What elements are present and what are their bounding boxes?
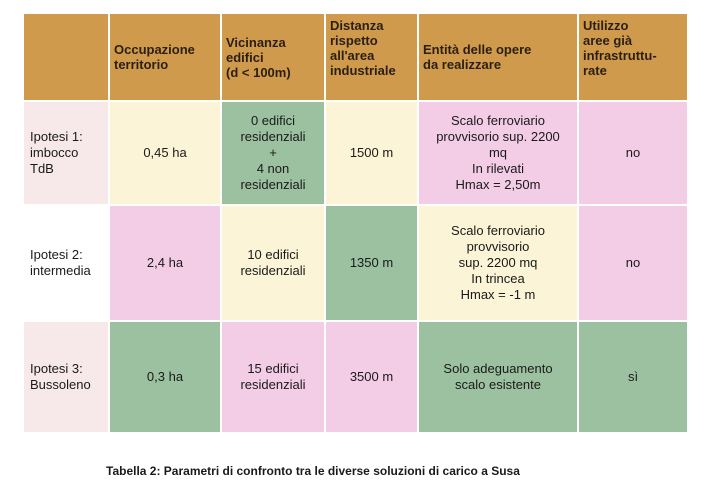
cell-vicinanza: 10 edifici residenziali — [222, 206, 326, 322]
header-vicinanza: Vicinanza edifici (d < 100m) — [222, 14, 326, 102]
table-row — [24, 206, 687, 322]
cell-entita: Scalo ferroviario provvisorio sup. 2200 mq In trincea Hmax = -1 m — [419, 206, 579, 322]
cell-vicinanza: 0 edifici residenziali + 4 non residenziali — [222, 102, 326, 206]
header-corner — [24, 14, 110, 102]
cell-distanza: 3500 m — [326, 322, 419, 434]
cell-occupazione: 2,4 ha — [110, 206, 222, 322]
header-entita: Entità delle opere da realizzare — [419, 14, 579, 102]
row-label: Ipotesi 2: intermedia — [24, 206, 110, 322]
header-utilizzo: Utilizzo aree già infrastruttu- rate — [579, 14, 687, 102]
cell-distanza: 1350 m — [326, 206, 419, 322]
row-label: Ipotesi 3: Bussoleno — [24, 322, 110, 434]
header-distanza: Distanza rispetto all'area industriale — [326, 14, 419, 102]
table-header-row — [24, 14, 687, 102]
cell-distanza: 1500 m — [326, 102, 419, 206]
comparison-table — [24, 14, 687, 434]
table-row — [24, 322, 687, 434]
cell-occupazione: 0,45 ha — [110, 102, 222, 206]
cell-entita: Solo adeguamento scalo esistente — [419, 322, 579, 434]
cell-occupazione: 0,3 ha — [110, 322, 222, 434]
header-occupazione: Occupazione territorio — [110, 14, 222, 102]
cell-utilizzo: sì — [579, 322, 687, 434]
table-row — [24, 102, 687, 206]
cell-utilizzo: no — [579, 206, 687, 322]
cell-vicinanza: 15 edifici residenziali — [222, 322, 326, 434]
cell-utilizzo: no — [579, 102, 687, 206]
row-label: Ipotesi 1: imbocco TdB — [24, 102, 110, 206]
table-caption: Tabella 2: Parametri di confronto tra le diverse soluzioni di carico a Susa — [106, 464, 520, 478]
cell-entita: Scalo ferroviario provvisorio sup. 2200 mq In rilevati Hmax = 2,50m — [419, 102, 579, 206]
